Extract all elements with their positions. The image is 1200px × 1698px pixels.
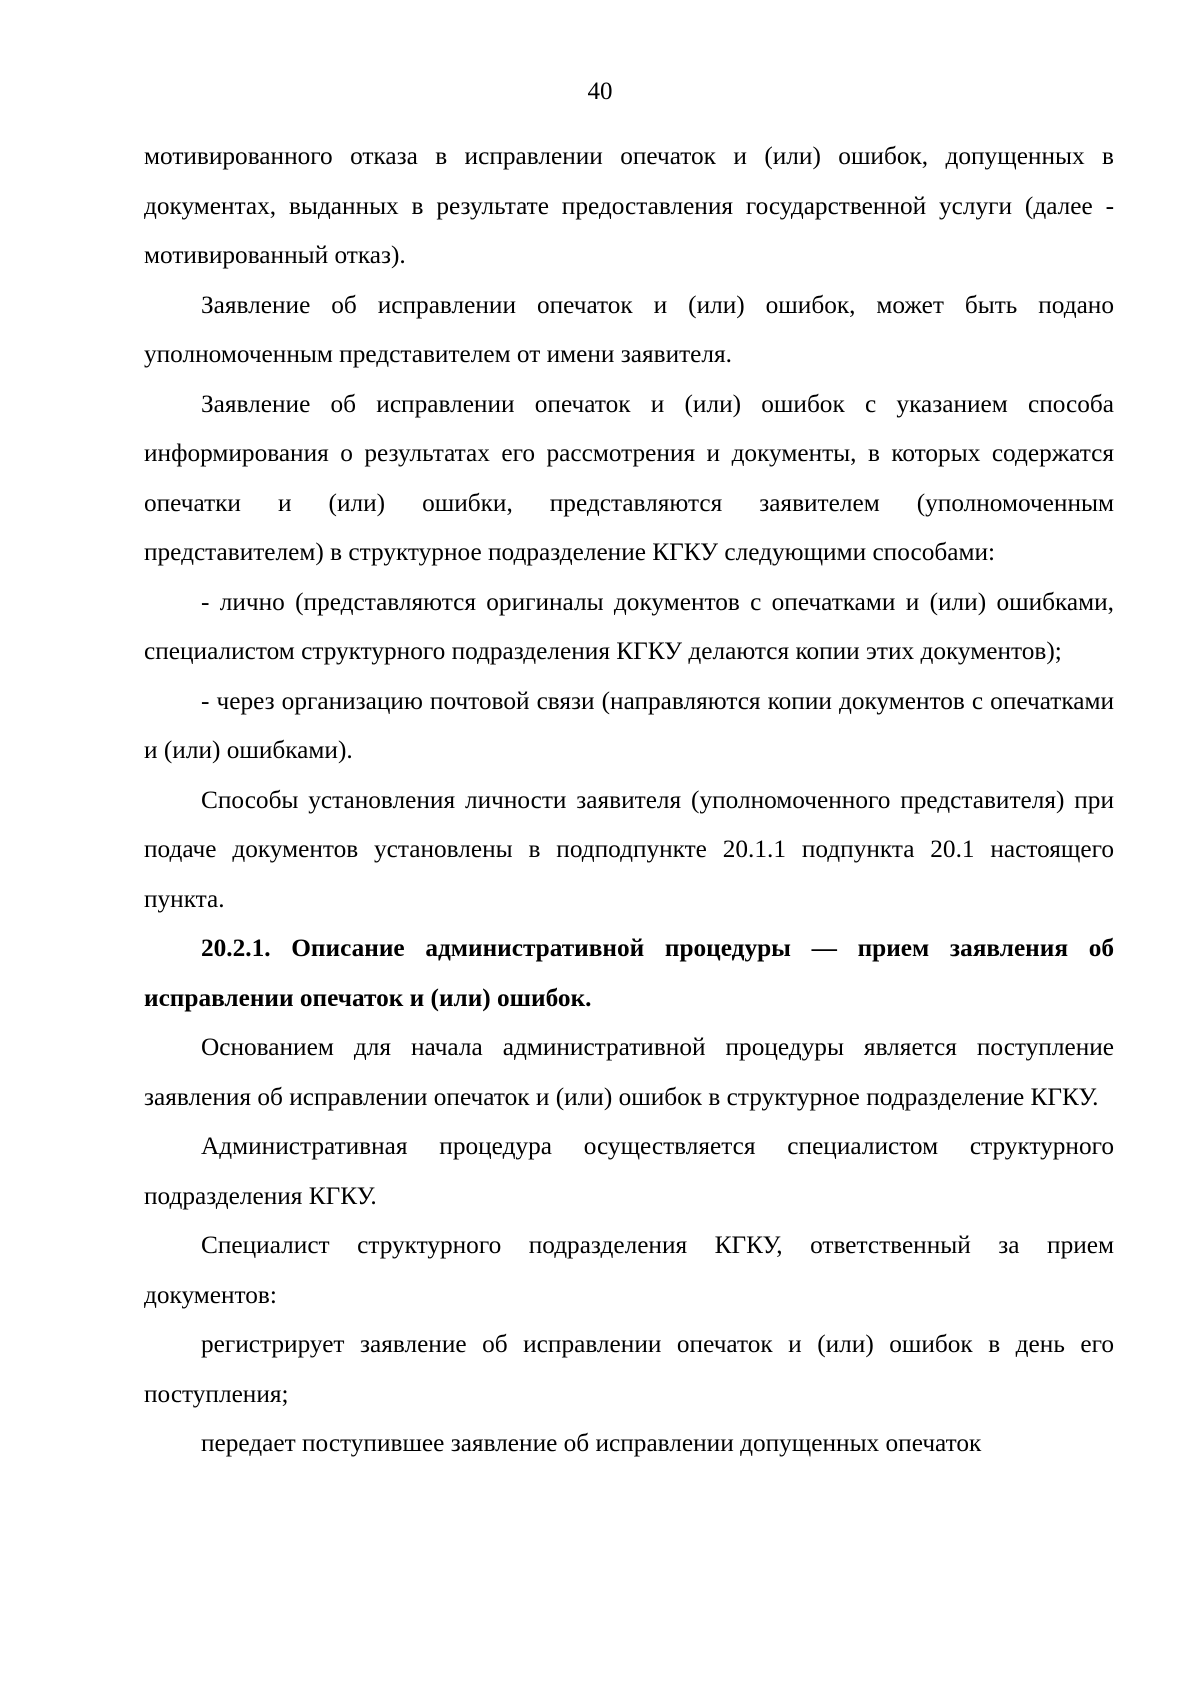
paragraph-continuation: мотивированного отказа в исправлении опечаток и (или) ошибок, допущенных в документах, выданных в результате предоставления государственной услуги (далее - мотивированный отказ). [144, 142, 1114, 269]
paragraph-transfers: передает поступившее заявление об исправлении допущенных опечаток [201, 1429, 982, 1457]
paragraph-specialist: Специалист структурного подразделения КГКУ, ответственный за прием документов: [144, 1231, 1114, 1309]
paragraph-representative: Заявление об исправлении опечаток и (или) ошибок, может быть подано уполномоченным представителем от имени заявителя. [144, 290, 1114, 368]
page-number: 40 [587, 78, 613, 105]
section-heading-20-2-1: 20.2.1. Описание административной процедуры — прием заявления об исправлении опечаток и (или) ошибок. [144, 934, 1114, 1012]
paragraph-identity-verification: Способы установления личности заявителя (уполномоченного представителя) при подаче документов установлены в подподпункте 20.1.1 подпункта 20.1 настоящего пункта. [144, 785, 1114, 913]
paragraph-registers: регистрирует заявление об исправлении опечаток и (или) ошибок в день его поступления; [144, 1330, 1114, 1408]
paragraph-grounds: Основанием для начала административной процедуры является поступление заявления об исправлении опечаток и (или) ошибок в структурное подразделение КГКУ. [144, 1033, 1114, 1111]
list-item-in-person: - лично (представляются оригиналы документов с опечатками и (или) ошибками, специалистом структурного подразделения КГКУ делаются копии этих документов); [144, 587, 1114, 665]
paragraph-submission-methods: Заявление об исправлении опечаток и (или) ошибок с указанием способа информирования о результатах его рассмотрения и документы, в которых содержатся опечатки и (или) ошибки, представляются заявителем (уполномоченным представителем) в структурное подразделение КГКУ следующими способами: [144, 389, 1114, 566]
list-item-postal: - через организацию почтовой связи (направляются копии документов с опечатками и (или) ошибками). [144, 686, 1114, 764]
document-body [144, 132, 1114, 1469]
paragraph-performer: Административная процедура осуществляется специалистом структурного подразделения КГКУ. [144, 1132, 1114, 1210]
